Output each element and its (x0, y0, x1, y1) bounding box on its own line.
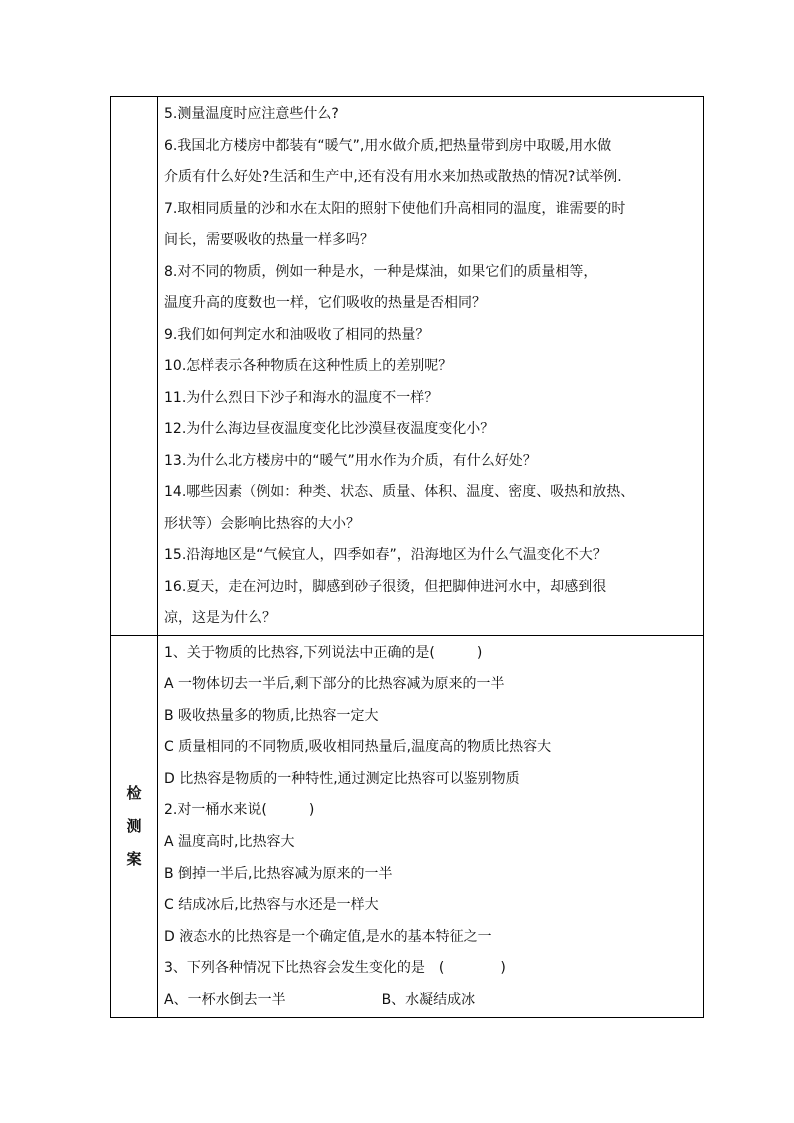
test-line: D 比热容是物质的一种特性,通过测定比热容可以鉴别物质 (164, 770, 520, 787)
question-line: 15.沿海地区是“气候宜人，四季如春”，沿海地区为什么气温变化不大？ (164, 547, 607, 563)
test-options-line (164, 985, 699, 1017)
test-line: B 倒掉一半后,比热容减为原来的一半 (164, 865, 393, 882)
test-line: C 结成冰后,比热容与水还是一样大 (164, 897, 379, 914)
test-line: 1、关于物质的比热容,下列说法中正确的是( ) (164, 644, 483, 661)
test-label-char: 检 (126, 783, 142, 802)
question-line: 11.为什么烈日下沙子和海水的温度不一样？ (164, 389, 439, 406)
test-label-cell (111, 635, 158, 1017)
question-line: 7.取相同质量的沙和水在太阳的照射下使他们升高相同的温度，谁需要的时 (164, 200, 626, 217)
test-line: 3、下列各种情况下比热容会发生变化的是 ( ) (164, 960, 506, 977)
test-line: 2.对一桶水来说( ) (164, 802, 315, 819)
question-line: 温度升高的度数也一样，它们吸收的热量是否相同？ (164, 295, 486, 311)
question-line: 凉，这是为什么？ (164, 610, 276, 626)
question-line: 6.我国北方楼房中都装有“暖气”,用水做介质,把热量带到房中取暖,用水做 (164, 137, 612, 154)
question-line: 形状等）会影响比热容的大小？ (164, 515, 360, 532)
worksheet-table (110, 96, 704, 1018)
question-line: 间长，需要吸收的热量一样多吗？ (164, 232, 374, 248)
test-label-char: 案 (126, 849, 142, 868)
test-line: C 质量相同的不同物质,吸收相同热量后,温度高的物质比热容大 (164, 739, 552, 756)
test-line: A 一物体切去一半后,剩下部分的比热容减为原来的一半 (164, 676, 505, 693)
test-label-char: 测 (126, 816, 142, 835)
test-line: B 吸收热量多的物质,比热容一定大 (164, 707, 379, 724)
question-line: 5.测量温度时应注意些什么? (164, 106, 339, 122)
test-row (111, 635, 704, 1017)
test-line: D 液态水的比热容是一个确定值,是水的基本特征之一 (164, 928, 492, 945)
option-b: B、水凝结成冰 (381, 992, 476, 1009)
option-a: A、一杯水倒去一半 (164, 992, 286, 1009)
questions-body-cell (158, 97, 704, 636)
question-line: 14.哪些因素（例如：种类、状态、质量、体积、温度、密度、吸热和放热、 (164, 484, 635, 500)
question-line: 8.对不同的物质，例如一种是水，一种是煤油，如果它们的质量相等， (164, 263, 598, 280)
test-line: A 温度高时,比热容大 (164, 834, 295, 851)
question-line: 10.怎样表示各种物质在这种性质上的差别呢？ (164, 358, 453, 374)
questions-row (111, 97, 704, 636)
question-line: 16.夏天，走在河边时，脚感到砂子很烫，但把脚伸进河水中，却感到很 (164, 578, 607, 595)
questions-label-cell (111, 97, 158, 636)
question-line: 13.为什么北方楼房中的“暖气”用水作为介质，有什么好处？ (164, 452, 537, 469)
question-line: 介质有什么好处?生活和生产中,还有没有用水来加热或散热的情况?试举例. (164, 169, 622, 185)
question-line: 9.我们如何判定水和油吸收了相同的热量？ (164, 326, 430, 343)
question-line: 12.为什么海边昼夜温度变化比沙漠昼夜温度变化小？ (164, 421, 495, 437)
test-body-cell (158, 635, 704, 1017)
